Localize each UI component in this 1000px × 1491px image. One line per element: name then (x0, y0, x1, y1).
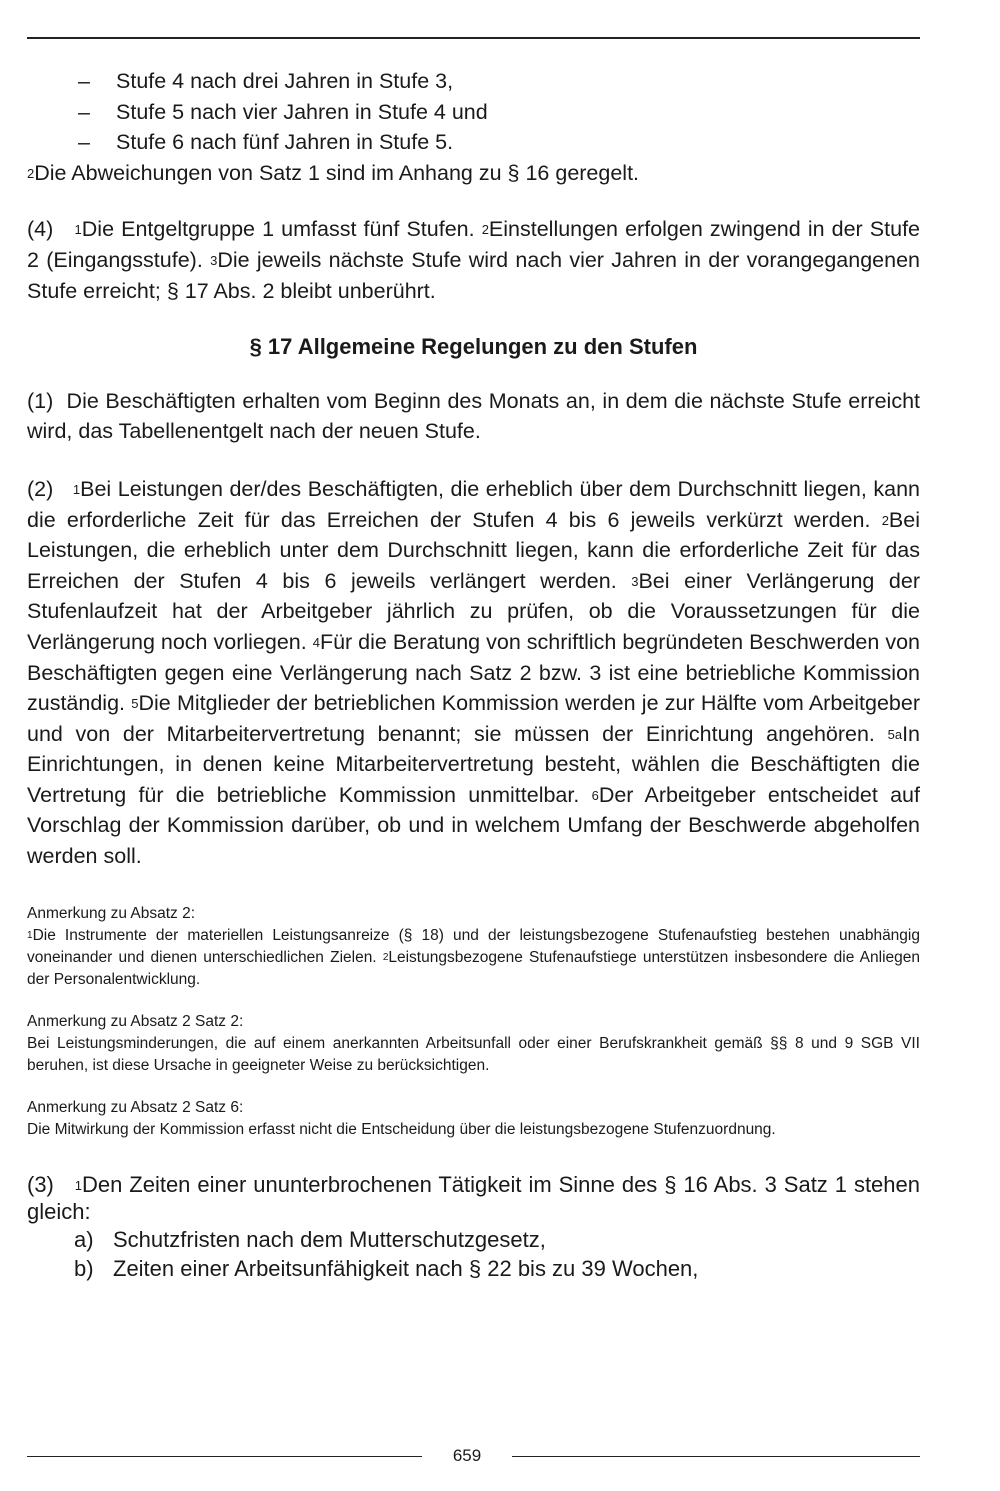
list-item: – Stufe 6 nach fünf Jahren in Stufe 5. (78, 130, 454, 155)
annotation-title: Anmerkung zu Absatz 2 Satz 6: (27, 1098, 244, 1116)
list-item: – Stufe 5 nach vier Jahren in Stufe 4 und (78, 99, 488, 124)
annotation-absatz-2: Anmerkung zu Absatz 2: $^1$Die Instrumente der materiellen Leistungsanreize (§ 18) und der leistungsbezogene Stufenaufstieg bestehen unabhängig voneinander und dienen unterschiedlichen Zielen. $^2$Leistungsbezogene Stufenaufstiege unterstützen insbesondere die Anliegen der Personalentwicklung. (27, 904, 920, 988)
paragraph-1: (1) Die Beschäftigten erhalten vom Beginn des Monats an, in dem die nächste Stufe erreicht wird, das Tabellenentgelt nach der neuen Stufe. (27, 388, 920, 444)
list-item: – Stufe 4 nach drei Jahren in Stufe 3, (78, 69, 454, 93)
footer-rule-right (512, 1456, 920, 1457)
paragraph-2: (2) $^1$Bei Leistungen der/des Beschäftigten, die erheblich über dem Durchschnitt liegen, kann die erforderliche Zeit für das Erreichen der Stufen 4 bis 6 jeweils verkürzt werden. $^2$Bei Leistungen, die erheblich unter dem Durchschnitt liegen, kann die erforderliche Zeit für das Erreichen der Stufen 4 bis 6 jeweils verlängert werden. $^3$Bei einer Verlängerung der Stufenlaufzeit hat der Arbeitgeber jährlich zu prüfen, ob die Voraussetzungen für die Verlängerung noch vorliegen. $^4$Für die Beratung von schriftlich begründeten Beschwerden von Beschäftigten gegen eine Verlängerung nach Satz 2 bzw. 3 ist eine betriebliche Kommission zuständig. $^5$Die Mitglieder der betrieblichen Kommission werden je zur Hälfte vom Arbeitgeber und von der Mitarbeitervertretung benannt; sie müssen der Einrichtung angehören. $^{5a}$In Einrichtungen, in denen keine Mitarbeitervertretung besteht, wählen die Beschäftigten die Vertretung für die betriebliche Kommission unmittelbar. $^6$Der Arbeitgeber entscheidet auf Vorschlag der Kommission darüber, ob und in welchem Umfang der Beschwerde abgeholfen werden soll. (27, 476, 920, 869)
footer-rule-left (27, 1456, 422, 1457)
page-content (27, 66, 920, 1283)
annotation-absatz-2-satz-2: Anmerkung zu Absatz 2 Satz 2: Bei Leistungsminderungen, die auf einem anerkannten Arbeitsunfall oder einer Berufskrankheit gemäß §§ 8 und 9 SGB VII beruhen, ist diese Ursache in geeigneter Weise zu berücksichtigen. (27, 1012, 920, 1074)
section-heading: § 17 Allgemeine Regelungen zu den Stufen (249, 334, 698, 360)
paragraph-3-list (74, 1225, 920, 1283)
list-item: b) Zeiten einer Arbeitsunfähigkeit nach § 22 bis zu 39 Wochen, (74, 1255, 699, 1281)
abweichungen-sentence: $^2$Die Abweichungen von Satz 1 sind im Anhang zu § 16 geregelt. (27, 160, 640, 185)
stufen-list (78, 66, 920, 158)
annotation-title: Anmerkung zu Absatz 2 Satz 2: (27, 1012, 244, 1030)
list-item: a) Schutzfristen nach dem Mutterschutzgesetz, (74, 1226, 546, 1252)
paragraph-4: (4) $^1$Die Entgeltgruppe 1 umfasst fünf Stufen. $^2$Einstellungen erfolgen zwingend in der Stufe 2 (Eingangsstufe). $^3$Die jeweils nächste Stufe wird nach vier Jahren in der vorangegangenen Stufe erreicht; § 17 Abs. 2 bleibt unberührt. (27, 217, 920, 303)
page-number: 659 (452, 1446, 482, 1465)
annotation-title: Anmerkung zu Absatz 2: (27, 904, 196, 922)
annotation-absatz-2-satz-6: Anmerkung zu Absatz 2 Satz 6: Die Mitwirkung der Kommission erfasst nicht die Entscheidung über die leistungsbezogene Stufenzuordnung. (27, 1097, 920, 1141)
page-footer (27, 1444, 920, 1468)
paragraph-3: (3) $^1$Den Zeiten einer ununterbrochenen Tätigkeit im Sinne des § 16 Abs. 3 Satz 1 stehen gleich: (27, 1171, 920, 1224)
top-rule (27, 37, 920, 39)
